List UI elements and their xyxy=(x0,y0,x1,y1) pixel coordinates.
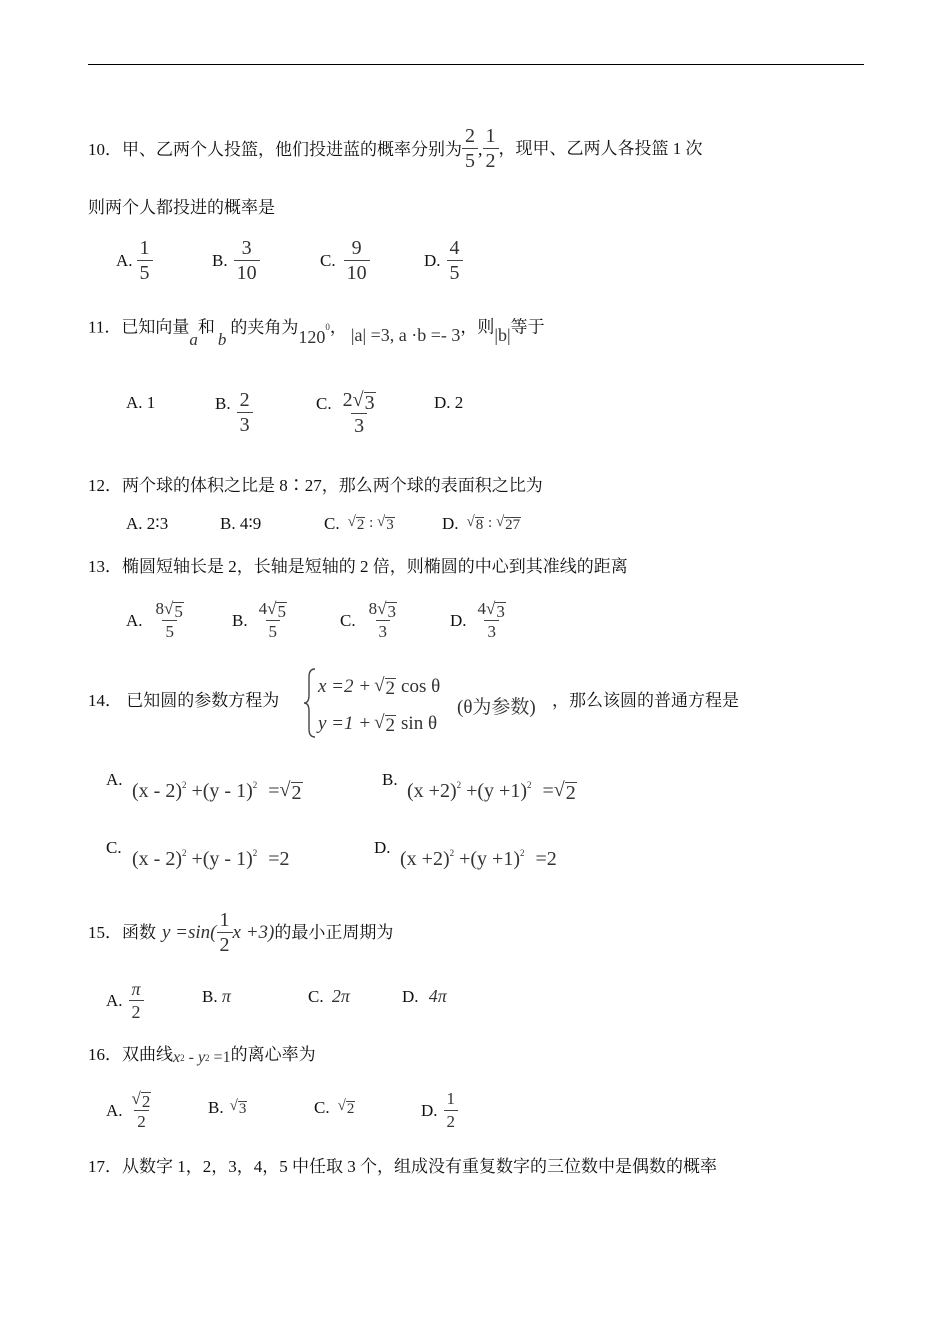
question-12: 12．两个球的体积之比是 8∶27，那么两个球的表面积之比为 xyxy=(88,476,543,495)
q10-option-a[interactable] xyxy=(116,236,153,285)
q15-frac xyxy=(217,908,233,957)
q14-eq2-sqrt: √ 2 xyxy=(374,712,396,736)
q13-option-d[interactable] xyxy=(450,598,509,643)
q11-option-b-frac xyxy=(237,388,253,437)
q14-a-sq2: 2 xyxy=(252,780,258,790)
q10-option-d[interactable] xyxy=(424,236,463,285)
q14-option-a-label: A. xyxy=(106,770,123,789)
q14-option-a-expr xyxy=(132,780,303,803)
q14-b-rad: 2 xyxy=(565,782,576,804)
q15-a-num: π xyxy=(131,979,141,999)
q16-option-a[interactable] xyxy=(106,1088,154,1133)
q14-param: (θ为参数) xyxy=(457,697,536,718)
q12-option-a[interactable] xyxy=(126,514,168,534)
q14-option-b[interactable] xyxy=(382,770,398,790)
q11-c-num xyxy=(340,388,379,413)
q14-eq1-lhs: x =2 + xyxy=(318,676,372,697)
q14-a-eq: = xyxy=(263,780,280,802)
q16-a-num xyxy=(129,1088,155,1110)
q14-option-d-label: D. xyxy=(374,838,391,857)
q12-d-sqrt1: √ 8 xyxy=(466,514,484,533)
q13-a-sqrt: √ 5 xyxy=(164,599,183,621)
q12-c-r2: 3 xyxy=(386,517,394,533)
q15-suffix: 的最小正周期为 xyxy=(274,922,394,942)
q13-option-b-label: B. xyxy=(232,610,248,630)
q11-angle-text: 的夹角为 xyxy=(230,317,299,337)
q13-option-a[interactable] xyxy=(126,598,187,643)
left-brace-icon xyxy=(303,667,317,739)
q14-eq1-sqrt: √ 2 xyxy=(374,675,396,699)
q12-option-d-label: D. xyxy=(442,514,459,533)
q15-option-a[interactable] xyxy=(106,978,144,1023)
q13-option-c-label: C. xyxy=(340,610,356,630)
q14-eq2-rad: 2 xyxy=(385,715,396,736)
q10-prob-2 xyxy=(483,124,499,173)
q12-d-expr xyxy=(467,515,522,533)
q14-d-expr: (x +2) xyxy=(400,848,450,870)
q14-option-d[interactable] xyxy=(374,838,391,858)
q11-option-c-frac xyxy=(340,388,379,438)
q13-d-coef: 4 xyxy=(477,599,487,618)
q16-option-c[interactable] xyxy=(314,1098,355,1118)
q16-a-frac xyxy=(129,1088,155,1133)
q14-prefix: 14． 已知圆的参数方程为 xyxy=(88,691,280,710)
q13-a-den: 5 xyxy=(162,620,177,643)
q14-a-sqrt: √ 2 xyxy=(279,779,302,804)
q13-option-a-label: A. xyxy=(126,610,143,630)
q13-a-rad: 5 xyxy=(174,602,183,621)
header-rule xyxy=(88,64,864,65)
q10-b-den: 10 xyxy=(234,260,260,285)
question-15 xyxy=(88,908,393,957)
q10-p1-num: 2 xyxy=(465,125,475,147)
q14-b-sqrt: √ 2 xyxy=(553,779,576,804)
q16-option-d-label: D. xyxy=(421,1100,438,1120)
q13-b-rad: 5 xyxy=(277,602,286,621)
q11-option-a-value: 1 xyxy=(146,393,156,412)
q12-option-d[interactable] xyxy=(442,514,521,534)
q13-option-c[interactable] xyxy=(340,598,400,643)
question-13: 13．椭圆短轴长是 2，长轴是短轴的 2 倍，则椭圆的中心到其准线的距离 xyxy=(88,557,628,576)
q10-p2-den: 2 xyxy=(483,148,499,173)
q15-frac-den: 2 xyxy=(217,932,233,957)
q15-option-b-label: B. xyxy=(202,987,218,1006)
q12-option-b[interactable] xyxy=(220,514,261,534)
q13-c-rad: 3 xyxy=(387,602,396,621)
q12-d-r1: 8 xyxy=(475,517,484,533)
q16-eq-mid: - y xyxy=(184,1049,206,1066)
q14-b-eq: = xyxy=(537,780,554,802)
q10-option-c-frac xyxy=(344,236,370,285)
q12-c-expr xyxy=(348,515,395,533)
q10-option-c[interactable] xyxy=(320,236,370,285)
q14-option-c[interactable] xyxy=(106,838,122,858)
q10-c-num: 9 xyxy=(351,237,362,259)
q10-prob-1 xyxy=(462,124,478,173)
q13-b-coef: 4 xyxy=(258,599,268,618)
q14-option-d-expr xyxy=(400,848,557,871)
q16-a-sqrt: √ 2 xyxy=(131,1089,151,1111)
q13-b-num xyxy=(256,598,290,620)
q10-suffix: ，现甲、乙两人各投篮 1 次 xyxy=(498,138,703,158)
q14-a-expr: (x - 2) xyxy=(132,780,182,802)
q14-eq2 xyxy=(318,713,437,735)
q11-option-d[interactable] xyxy=(434,393,463,413)
q12-d-colon: : xyxy=(484,515,496,531)
q16-d-frac xyxy=(444,1088,459,1133)
q12-option-a-label: A. xyxy=(126,514,143,533)
q10-b-num: 3 xyxy=(241,237,252,259)
question-17: 17．从数字 1，2，3，4，5 中任取 3 个，组成没有重复数字的三位数中是偶数的概率 xyxy=(88,1157,717,1176)
q11-option-b[interactable] xyxy=(215,388,253,437)
q11-vec-a: a xyxy=(189,329,198,349)
q13-d-num xyxy=(475,598,509,620)
q10-option-a-frac xyxy=(137,236,153,285)
q13-b-den: 5 xyxy=(266,620,281,643)
q11-b-den: 3 xyxy=(237,412,253,437)
q15-option-c-label: C. xyxy=(308,987,324,1006)
q11-option-b-label: B. xyxy=(215,394,231,413)
q14-d-sq1: 2 xyxy=(449,848,455,858)
q13-d-sqrt: √ 3 xyxy=(486,599,505,621)
q13-c-den: 3 xyxy=(376,620,391,643)
q13-a-frac xyxy=(153,598,187,643)
q16-b-rad: 3 xyxy=(238,1101,247,1117)
q11-condition: |a| =3, a ·b =- 3 xyxy=(350,324,461,345)
q12-c-colon: : xyxy=(365,515,377,531)
q10-option-a-label: A. xyxy=(116,250,133,270)
q16-a-rad: 2 xyxy=(141,1092,151,1111)
q11-b-num: 2 xyxy=(239,389,250,411)
q10-sep: , xyxy=(478,138,483,159)
q14-eq2-fn: sin θ xyxy=(401,713,438,734)
q12-option-b-value: 4∶9 xyxy=(239,514,262,533)
q16-a-den: 2 xyxy=(134,1110,149,1133)
q15-option-a-label: A. xyxy=(106,990,123,1010)
q15-option-c[interactable] xyxy=(308,986,350,1007)
q14-c-sq2: 2 xyxy=(252,848,258,858)
q13-d-frac xyxy=(475,598,509,643)
q14-d-mid: +(y +1) xyxy=(454,848,520,870)
q11-suffix: 等于 xyxy=(510,317,545,337)
q16-option-c-label: C. xyxy=(314,1098,330,1117)
q14-b-sq1: 2 xyxy=(456,780,462,790)
q11-comma1: ， xyxy=(329,317,347,337)
q12-d-sqrt2: √ 27 xyxy=(495,514,521,533)
q15-option-d[interactable] xyxy=(402,986,447,1007)
q10-option-c-label: C. xyxy=(320,250,336,270)
q13-option-d-label: D. xyxy=(450,610,467,630)
q16-eq-rhs: =1 xyxy=(209,1049,231,1066)
q16-suffix: 的离心率为 xyxy=(230,1045,316,1064)
q10-d-den: 5 xyxy=(447,260,463,285)
q13-a-coef: 8 xyxy=(155,599,165,618)
q11-angle-sup: 0 xyxy=(325,322,330,332)
question-11 xyxy=(88,312,545,349)
q10-option-d-label: D. xyxy=(424,250,441,270)
q14-c-eq: =2 xyxy=(263,848,290,870)
q11-and: 和 xyxy=(197,317,215,337)
q10-a-den: 5 xyxy=(137,260,153,285)
q11-c-sqrt: √ 3 xyxy=(352,389,375,414)
q10-c-den: 10 xyxy=(344,260,370,285)
q12-option-b-label: B. xyxy=(220,514,236,533)
q11-c-coef: 2 xyxy=(342,389,353,411)
q15-b-value: π xyxy=(221,986,231,1006)
q16-eq-sq2: 2 xyxy=(205,1053,210,1063)
q14-d-eq: =2 xyxy=(530,848,557,870)
q16-b-sqrt: √ 3 xyxy=(229,1098,247,1117)
q10-option-b-frac xyxy=(234,236,260,285)
q14-c-sq1: 2 xyxy=(181,848,187,858)
q15-c-value: 2π xyxy=(331,986,350,1006)
q14-eq2-lhs: y =1 + xyxy=(318,713,372,734)
q14-a-sq1: 2 xyxy=(181,780,187,790)
q14-b-mid: +(y +1) xyxy=(461,780,527,802)
q13-c-num xyxy=(366,598,400,620)
q10-option-d-frac xyxy=(447,236,463,285)
q10-a-num: 1 xyxy=(139,237,150,259)
q14-option-c-label: C. xyxy=(106,838,122,857)
q14-c-expr: (x - 2) xyxy=(132,848,182,870)
q13-b-sqrt: √ 5 xyxy=(267,599,286,621)
q12-c-sqrt2: √ 3 xyxy=(377,514,394,533)
q16-prefix: 16．双曲线 xyxy=(88,1045,173,1064)
q15-fn-right: x +3) xyxy=(232,921,275,943)
q16-d-num: 1 xyxy=(446,1089,456,1108)
q11-comma2: ，则 xyxy=(460,317,495,337)
q10-option-b[interactable] xyxy=(212,236,260,285)
q16-option-d[interactable] xyxy=(421,1088,458,1133)
q10-p1-den: 5 xyxy=(462,148,478,173)
q16-option-b-label: B. xyxy=(208,1098,224,1117)
q12-option-a-value: 2∶3 xyxy=(146,514,169,533)
q14-b-expr: (x +2) xyxy=(407,780,457,802)
q15-fn-left: y =sin( xyxy=(162,921,217,943)
q11-c-rad: 3 xyxy=(364,392,375,414)
q11-option-c[interactable] xyxy=(316,388,379,438)
q13-c-frac xyxy=(366,598,400,643)
question-16 xyxy=(88,1044,316,1069)
q11-option-a-label: A. xyxy=(126,393,143,412)
question-10-line2: 则两个人都投进的概率是 xyxy=(88,198,275,217)
q14-eq1 xyxy=(318,676,440,698)
q13-a-num xyxy=(153,598,187,620)
q13-option-b[interactable] xyxy=(232,598,290,643)
q11-angle: 120 xyxy=(298,326,326,347)
q14-option-a[interactable] xyxy=(106,770,123,790)
q11-option-c-label: C. xyxy=(316,394,332,413)
q16-option-a-label: A. xyxy=(106,1100,123,1120)
q14-suffix: ，那么该圆的普通方程是 xyxy=(552,691,739,710)
q15-a-frac xyxy=(129,978,144,1023)
q14-c-mid: +(y - 1) xyxy=(186,848,253,870)
q13-d-den: 3 xyxy=(484,620,499,643)
q14-a-mid: +(y - 1) xyxy=(186,780,253,802)
q16-equation xyxy=(173,1047,231,1069)
q10-prefix: 10．甲、乙两个人投篮，他们投进蓝的概率分别为 xyxy=(88,139,462,159)
q16-c-sqrt: √ 2 xyxy=(337,1098,355,1117)
q14-d-sq2: 2 xyxy=(520,848,525,858)
q14-brace xyxy=(303,667,317,739)
q12-c-sqrt1: √ 2 xyxy=(347,514,365,533)
q10-d-num: 4 xyxy=(449,237,460,259)
q13-c-coef: 8 xyxy=(368,599,378,618)
q11-c-den: 3 xyxy=(351,413,367,438)
q11-option-d-label: D. xyxy=(434,393,451,412)
q16-eq-x: x xyxy=(173,1049,181,1066)
q13-b-frac xyxy=(256,598,290,643)
q15-option-b[interactable] xyxy=(202,986,231,1007)
q10-option-b-label: B. xyxy=(212,250,228,270)
q16-d-den: 2 xyxy=(444,1110,459,1133)
q14-a-rad: 2 xyxy=(291,782,302,804)
question-10-line1 xyxy=(88,124,703,173)
q15-option-d-label: D. xyxy=(402,987,419,1006)
q16-c-rad: 2 xyxy=(346,1101,355,1117)
q11-abs-b: |b| xyxy=(494,324,511,345)
q16-eq-sq1: 2 xyxy=(180,1053,185,1063)
q14-option-b-label: B. xyxy=(382,770,398,789)
q16-option-b[interactable] xyxy=(208,1098,247,1118)
q15-a-den: 2 xyxy=(129,1000,144,1023)
q12-c-r1: 2 xyxy=(356,517,365,533)
q15-d-value: 4π xyxy=(428,986,447,1006)
q13-c-sqrt: √ 3 xyxy=(377,599,396,621)
q14-option-c-expr xyxy=(132,848,290,871)
q13-d-rad: 3 xyxy=(496,602,505,621)
q11-option-a[interactable] xyxy=(126,393,155,413)
q15-prefix: 15．函数 xyxy=(88,922,156,942)
q14-eq1-rad: 2 xyxy=(385,678,396,699)
q12-d-r2: 27 xyxy=(505,517,521,533)
q12-option-c[interactable] xyxy=(324,514,395,534)
q14-eq1-fn: cos θ xyxy=(401,676,441,697)
q12-option-c-label: C. xyxy=(324,514,340,533)
q11-prefix: 11．已知向量 xyxy=(88,317,190,337)
q14-option-b-expr xyxy=(407,780,577,803)
q11-vec-b: b xyxy=(217,329,227,349)
q10-p2-num: 1 xyxy=(485,125,496,147)
q11-option-d-value: 2 xyxy=(454,393,464,412)
q14-b-sq2: 2 xyxy=(527,780,532,790)
q15-frac-num: 1 xyxy=(219,909,230,931)
